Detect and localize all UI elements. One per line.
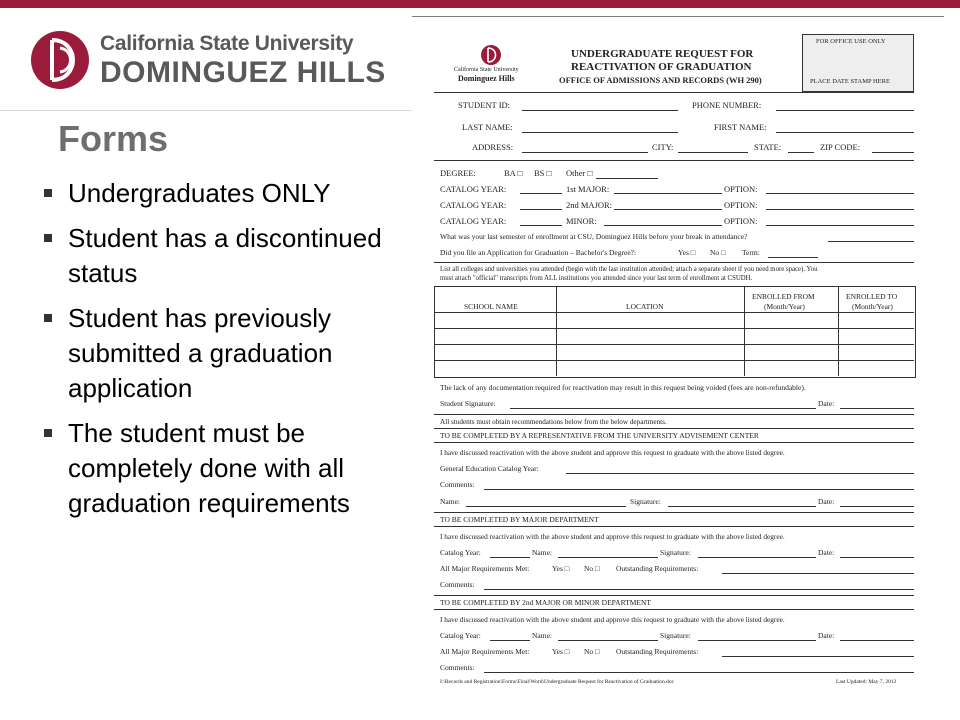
minor-label: MINOR:: [566, 216, 597, 226]
phone-label: PHONE NUMBER:: [692, 100, 762, 110]
col-enrolled-to-sub: (Month/Year): [852, 302, 893, 311]
bullet-item: Undergraduates ONLY: [44, 176, 416, 211]
bullet-list: [44, 176, 416, 531]
form-title-line2: REACTIVATION OF GRADUATION: [571, 61, 752, 73]
form-title-line3: OFFICE OF ADMISSIONS AND RECORDS (WH 290): [559, 75, 762, 85]
colleges-instruction-2: must attach "official" transcripts from ALL institutions you attended since your last term of enrollment at CSUDH.: [440, 275, 753, 282]
catalog-year-small-label: Catalog Year:: [440, 631, 481, 640]
catalog-year-label: CATALOG YEAR:: [440, 216, 507, 226]
name-label: Name:: [440, 497, 460, 506]
last-updated: Last Updated: May 7, 2012: [836, 679, 897, 685]
option-label: OPTION:: [724, 184, 758, 194]
signature-label: Signature:: [660, 631, 691, 640]
col-enrolled-from: ENROLLED FROM: [752, 292, 815, 301]
col-location: LOCATION: [626, 302, 664, 311]
signature-label: Signature:: [630, 497, 661, 506]
discussed-statement: I have discussed reactivation with the above student and approve this request to graduate with the above listed degree.: [440, 448, 785, 457]
form-logo-text: Dominguez Hills: [458, 74, 515, 83]
major2-label: 2nd MAJOR:: [566, 200, 613, 210]
student-signature-label: Student Signature:: [440, 399, 496, 408]
all-major-met-label: All Major Requirements Met:: [440, 647, 530, 656]
catalog-year-label: CATALOG YEAR:: [440, 200, 507, 210]
form-logo-icon: [480, 44, 502, 66]
bs-checkbox: BS □: [534, 168, 552, 178]
comments-label: Comments:: [440, 580, 475, 589]
city-label: CITY:: [652, 142, 674, 152]
catalog-year-small-label: Catalog Year:: [440, 548, 481, 557]
yes-checkbox: Yes □: [678, 248, 696, 257]
date-label: Date:: [818, 548, 835, 557]
bullet-item: The student must be completely done with all graduation requirements: [44, 416, 416, 521]
bullet-square-icon: [44, 429, 52, 437]
all-students-note: All students must obtain recommendations below from the below departments.: [440, 418, 667, 426]
no-checkbox: No □: [710, 248, 726, 257]
comments-label: Comments:: [440, 663, 475, 672]
student-id-label: STUDENT ID:: [458, 100, 511, 110]
ge-catalog-label: General Education Catalog Year:: [440, 464, 539, 473]
col-enrolled-from-sub: (Month/Year): [764, 302, 805, 311]
top-accent-bar: [0, 0, 960, 8]
title-divider: [0, 110, 412, 111]
catalog-year-label: CATALOG YEAR:: [440, 184, 507, 194]
form-title-line1: UNDERGRADUATE REQUEST FOR: [571, 48, 754, 60]
no-checkbox: No □: [584, 564, 600, 573]
option-label: OPTION:: [724, 216, 758, 226]
date-label: Date:: [818, 631, 835, 640]
name-label: Name:: [532, 631, 552, 640]
ba-checkbox: BA □: [504, 168, 523, 178]
yes-checkbox: Yes □: [552, 564, 570, 573]
section-second-major: TO BE COMPLETED BY 2nd MAJOR OR MINOR DEPARTMENT: [440, 598, 651, 607]
schools-table: [434, 286, 916, 378]
footer-path: I:\Records and Registration\Forms\Final\Word\Undergraduate Request for Reactivation of Graduation.doc: [440, 679, 675, 685]
office-use-label: FOR OFFICE USE ONLY: [816, 38, 886, 45]
col-school-name: SCHOOL NAME: [464, 302, 518, 311]
no-checkbox: No □: [584, 647, 600, 656]
zip-label: ZIP CODE:: [820, 142, 861, 152]
state-label: STATE:: [754, 142, 782, 152]
logo-campus-name: DOMINGUEZ HILLS: [100, 56, 386, 89]
form-image: [428, 30, 918, 690]
lack-documentation-note: The lack of any documentation required for reactivation may result in this request being voided (fees are non-refundable).: [440, 383, 806, 392]
address-label: ADDRESS:: [472, 142, 514, 152]
other-checkbox: Other □: [566, 168, 593, 178]
term-label: Term:: [742, 248, 760, 257]
degree-label: DEGREE:: [440, 168, 476, 178]
colleges-instruction-1: List all colleges and universities you attended (begin with the last institution attended; attach a separate sheet if you need more space). You: [440, 266, 818, 273]
slide-title: Forms: [58, 118, 169, 159]
bullet-item: Student has a discontinued status: [44, 221, 416, 291]
logo-university-name: California State University: [100, 32, 354, 55]
csudh-logo-icon: [30, 30, 90, 90]
section-major-department: TO BE COMPLETED BY MAJOR DEPARTMENT: [440, 515, 599, 524]
outstanding-label: Outstanding Requirements:: [616, 647, 699, 656]
outstanding-label: Outstanding Requirements:: [616, 564, 699, 573]
bullet-square-icon: [44, 189, 52, 197]
bullet-square-icon: [44, 234, 52, 242]
form-logo-caption: California State University: [454, 67, 519, 73]
discussed-statement: I have discussed reactivation with the above student and approve this request to graduate with the above listed degree.: [440, 532, 785, 541]
last-semester-question: What was your last semester of enrollment at CSU, Dominguez Hills before your break in attendance?: [440, 232, 748, 241]
university-logo: [30, 30, 386, 94]
last-name-label: LAST NAME:: [462, 122, 513, 132]
signature-label: Signature:: [660, 548, 691, 557]
first-name-label: FIRST NAME:: [714, 122, 767, 132]
name-label: Name:: [532, 548, 552, 557]
option-label: OPTION:: [724, 200, 758, 210]
bullet-square-icon: [44, 314, 52, 322]
col-enrolled-to: ENROLLED TO: [846, 292, 898, 301]
date-label: Date:: [818, 497, 835, 506]
bullet-item: Student has previously submitted a graduation application: [44, 301, 416, 406]
major1-label: 1st MAJOR:: [566, 184, 610, 194]
all-major-met-label: All Major Requirements Met:: [440, 564, 530, 573]
yes-checkbox: Yes □: [552, 647, 570, 656]
section-advisement: TO BE COMPLETED BY A REPRESENTATIVE FROM THE UNIVERSITY ADVISEMENT CENTER: [440, 431, 759, 440]
date-stamp-label: PLACE DATE STAMP HERE: [810, 78, 890, 85]
header-divider: [412, 16, 944, 17]
app-graduation-question: Did you file an Application for Graduation – Bachelor's Degree?:: [440, 248, 637, 257]
date-label: Date:: [818, 399, 835, 408]
comments-label: Comments:: [440, 480, 475, 489]
discussed-statement: I have discussed reactivation with the above student and approve this request to graduate with the above listed degree.: [440, 615, 785, 624]
